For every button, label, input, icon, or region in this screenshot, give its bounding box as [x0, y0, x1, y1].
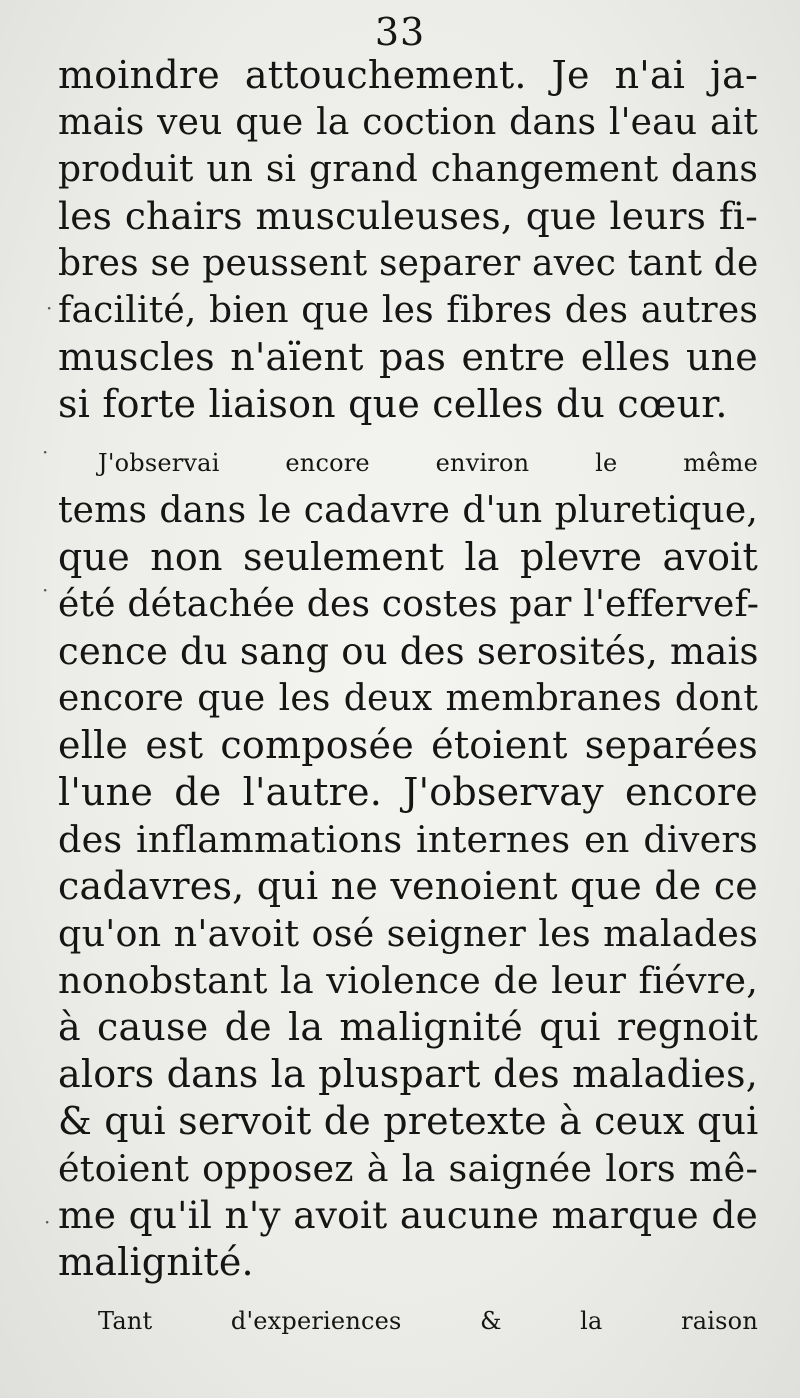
text-line: moindre attouchement. Je n'ai ja-	[58, 53, 758, 97]
paragraph-3	[58, 1298, 758, 1345]
paragraph-2	[58, 440, 758, 1286]
text-line: bres se peussent separer avec tant de	[58, 243, 759, 284]
margin-speck: ·	[44, 1210, 51, 1234]
text-line: étoient opposez à la saignée lors mê-	[58, 1147, 758, 1190]
text-line: mais veu que la coction dans l'eau ait	[58, 102, 758, 143]
text-line: cence du sang ou des serosités, mais	[58, 630, 759, 673]
text-line: si forte liaison que celles du cœur.	[58, 382, 728, 426]
text-line: que non seulement la plevre avoit	[58, 535, 758, 579]
text-line: des inflammations internes en divers	[58, 818, 758, 861]
text-line: facilité, bien que les fibres des autres	[58, 290, 758, 331]
body-text	[58, 52, 758, 1345]
text-line: été détachée des costes par l'effervef-	[58, 584, 760, 625]
text-line: malignité.	[58, 1240, 254, 1284]
text-line: les chairs musculeuses, que leurs fi-	[58, 194, 758, 238]
text-line: tems dans le cadavre d'un pluretique,	[58, 490, 758, 531]
text-line: nonobstant la violence de leur fiévre,	[58, 959, 758, 1002]
text-line: me qu'il n'y avoit aucune marque de	[58, 1193, 758, 1237]
text-line: & qui servoit de pretexte à ceux qui	[58, 1099, 759, 1143]
text-line: muscles n'aïent pas entre elles une	[58, 335, 758, 379]
margin-speck: ·	[42, 440, 49, 464]
paragraph-1	[58, 52, 758, 428]
text-line: l'une de l'autre. J'observay encore	[58, 770, 758, 814]
paragraph-spacer	[58, 1286, 758, 1298]
text-line: produit un si grand changement dans	[58, 149, 758, 190]
text-line: cadavres, qui ne venoient que de ce	[58, 864, 758, 908]
margin-speck: ·	[46, 296, 53, 320]
text-line: Tant d'experiences & la raison	[98, 1307, 758, 1335]
page-number: 33	[374, 10, 426, 54]
paragraph-spacer	[58, 428, 758, 440]
text-line: qu'on n'avoit osé seigner les malades	[58, 912, 758, 955]
text-line: elle est composée étoient separées	[58, 723, 758, 767]
text-line: J'observai encore environ le même	[98, 449, 758, 477]
text-line: encore que les deux membranes dont	[58, 678, 758, 719]
margin-speck: ·	[42, 578, 49, 602]
text-line: alors dans la pluspart des maladies,	[58, 1052, 758, 1096]
text-line: à cause de la malignité qui regnoit	[58, 1005, 758, 1049]
